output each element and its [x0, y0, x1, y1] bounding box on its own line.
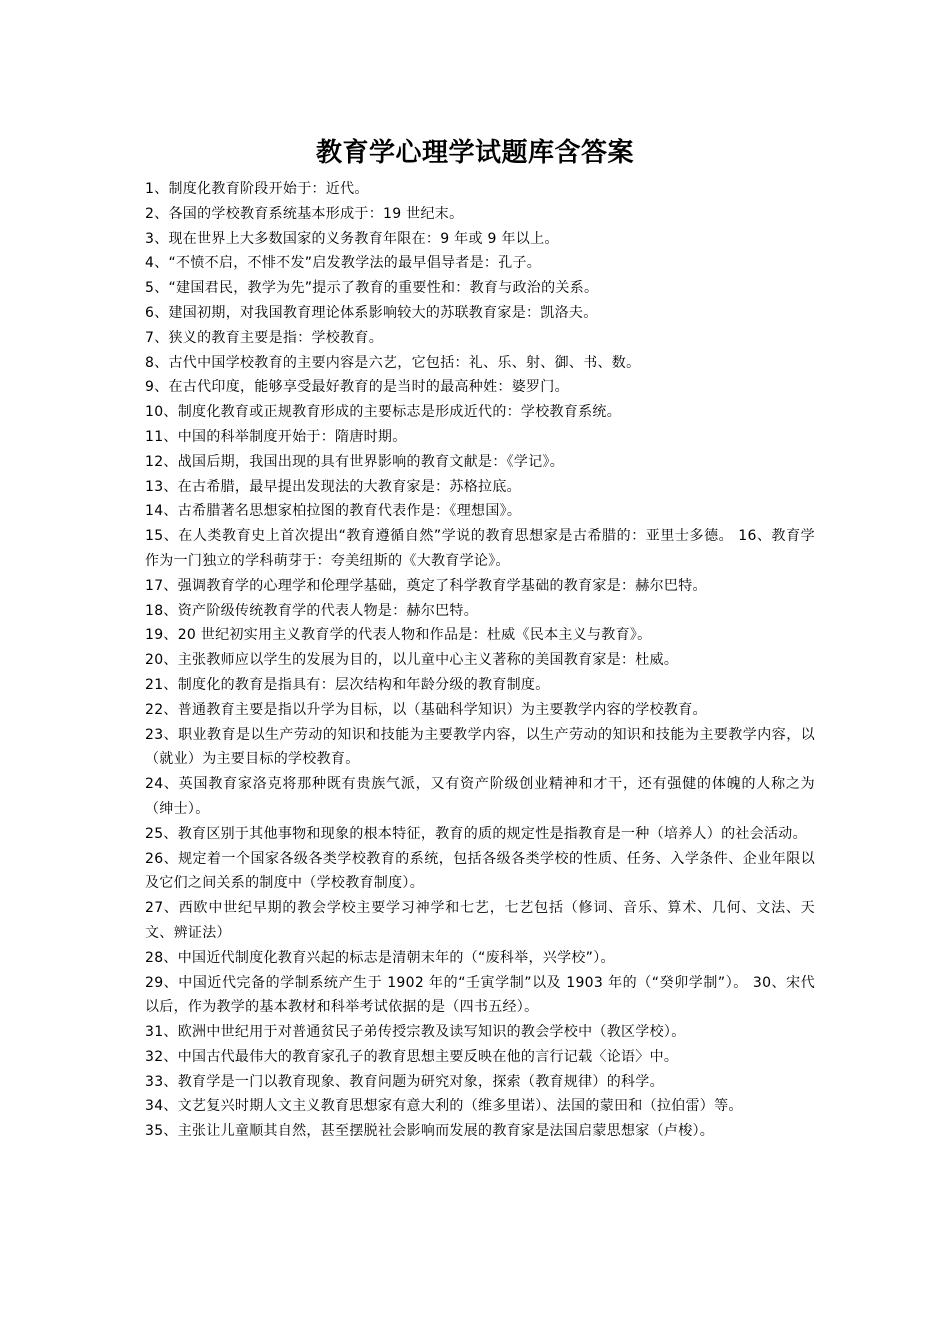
question-item: 26、规定着一个国家各级各类学校教育的系统，包括各级各类学校的性质、任务、入学条件、企业年限以及它们之间关系的制度中（学校教育制度）。	[145, 850, 815, 892]
question-item: 19、20 世纪初实用主义教育学的代表人物和作品是：杜威《民本主义与教育》。	[145, 627, 652, 644]
question-item: 9、在古代印度，能够享受最好教育的是当时的最高种姓：婆罗门。	[145, 379, 569, 396]
question-item: 25、教育区别于其他事物和现象的根本特征，教育的质的规定性是指教育是一种（培养人）的社会活动。	[145, 825, 807, 842]
question-item: 6、建国初期，对我国教育理论体系影响较大的苏联教育家是：凯洛夫。	[145, 304, 598, 321]
question-item: 2、各国的学校教育系统基本形成于：19 世纪末。	[145, 205, 464, 222]
question-item: 11、中国的科举制度开始于：隋唐时期。	[145, 428, 407, 445]
question-item: 22、普通教育主要是指以升学为目标，以（基础科学知识）为主要教学内容的学校教育。	[145, 701, 707, 718]
question-item: 31、欧洲中世纪用于对普通贫民子弟传授宗教及读写知识的教会学校中（教区学校）。	[145, 1024, 686, 1041]
question-item: 33、教育学是一门以教育现象、教育问题为研究对象，探索（教育规律）的科学。	[145, 1073, 664, 1090]
question-item: 29、中国近代完备的学制系统产生于 1902 年的“壬寅学制”以及 1903 年的（“癸卯学制”）。 30、宋代以后，作为教学的基本教材和科举考试依据的是（四书五经）。	[145, 974, 815, 1016]
question-item: 21、制度化的教育是指具有：层次结构和年龄分级的教育制度。	[145, 676, 550, 693]
question-item: 13、在古希腊，最早提出发现法的大教育家是：苏格拉底。	[145, 478, 521, 495]
question-item: 28、中国近代制度化教育兴起的标志是清朝末年的（“废科举，兴学校”）。	[145, 949, 615, 966]
question-item: 7、狭义的教育主要是指：学校教育。	[145, 329, 384, 346]
question-item: 5、“建国君民，教学为先”提示了教育的重要性和：教育与政治的关系。	[145, 280, 599, 297]
question-item: 17、强调教育学的心理学和伦理学基础，奠定了科学教育学基础的教育家是：赫尔巴特。	[145, 577, 707, 594]
question-item: 34、文艺复兴时期人文主义教育思想家有意大利的（维多里诺）、法国的蒙田和（拉伯雷）等。	[145, 1098, 743, 1115]
question-item: 20、主张教师应以学生的发展为目的，以儿童中心主义著称的美国教育家是：杜威。	[145, 652, 679, 669]
question-item: 27、西欧中世纪早期的教会学校主要学习神学和七艺，七艺包括（修词、音乐、算术、几何、文法、天文、辨证法）	[145, 900, 815, 941]
question-item: 10、制度化教育或正规教育形成的主要标志是形成近代的：学校教育系统。	[145, 404, 622, 421]
question-item: 18、资产阶级传统教育学的代表人物是：赫尔巴特。	[145, 602, 479, 619]
question-item: 15、在人类教育史上首次提出“教育遵循自然”学说的教育思想家是古希腊的：亚里士多德。 16、教育学作为一门独立的学科萌芽于：夸美纽斯的《大教育学论》。	[145, 528, 815, 569]
question-item: 1、制度化教育阶段开始于：近代。	[145, 181, 369, 197]
question-item: 3、现在世界上大多数国家的义务教育年限在：9 年或 9 年以上。	[145, 230, 559, 247]
question-item: 8、古代中国学校教育的主要内容是六艺，它包括：礼、乐、射、御、书、数。	[145, 354, 641, 371]
question-item: 4、“不愤不启，不悱不发”启发教学法的最早倡导者是：孔子。	[145, 255, 542, 272]
question-item: 14、古希腊著名思想家柏拉图的教育代表作是：《理想国》。	[145, 503, 522, 520]
question-item: 32、中国古代最伟大的教育家孔子的教育思想主要反映在他的言行记载〈论语〉中。	[145, 1048, 679, 1065]
document-title: 教育学心理学试题库含答案	[315, 138, 634, 168]
document-body	[145, 177, 815, 1144]
question-item: 23、职业教育是以生产劳动的知识和技能为主要教学内容，以生产劳动的知识和技能为主要教学内容，以（就业）为主要目标的学校教育。	[145, 726, 815, 768]
question-item: 12、战国后期，我国出现的具有世界影响的教育文献是：《学记》。	[145, 453, 565, 470]
question-item: 35、主张让儿童顺其自然，甚至摆脱社会影响而发展的教育家是法国启蒙思想家（卢梭）。	[145, 1123, 715, 1140]
question-item: 24、英国教育家洛克将那种既有贵族气派，又有资产阶级创业精神和才干，还有强健的体魄的人称之为（绅士）。	[145, 776, 815, 817]
